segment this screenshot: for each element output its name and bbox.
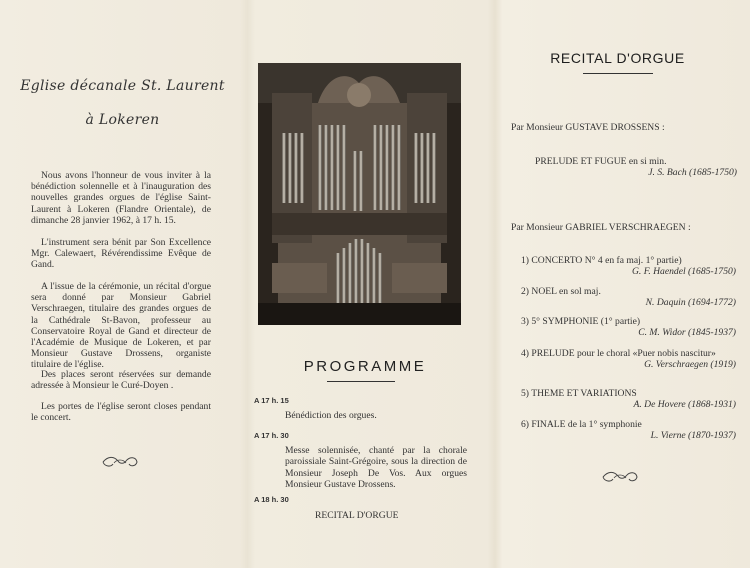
program-piece: [521, 286, 736, 309]
blessing-paragraph: L'instrument sera bénit par Son Excellence Mgr. Calewaert, Révérendissime Evêque de Gand.: [31, 237, 211, 271]
middle-panel: [245, 0, 495, 568]
program-piece: [521, 419, 736, 442]
recital-paragraph: A l'issue de la cérémonie, un récital d'orgue sera donné par Monsieur Gabriel Verschraegen, titulaire des grandes orgues de la Cathédrale St-Bavon, professeur au Conservatoire Royal de Gand et directeur de l'Académie de Musique de Lokeren, et par Monsieur Gustave Drossens, organiste titulaire de l'église.: [31, 281, 211, 371]
piece-composer: A. De Hovere (1868-1931): [633, 399, 736, 411]
church-title: Eglise décanale St. Laurent: [20, 78, 225, 94]
piece-title: 1) CONCERTO N° 4 en fa maj. 1° partie): [521, 255, 682, 266]
scroll-ornament-icon: [100, 455, 140, 469]
program-piece: [521, 255, 736, 278]
piece-title: 4) PRELUDE pour le choral «Puer nobis nascitur»: [521, 348, 716, 359]
invitation-paragraph: Nous avons l'honneur de vous inviter à la bénédiction solennelle et à l'inauguration des nouvelles grandes orgues de l'église Saint-Laurent à Lokeren (Flandre Orientale), de dimanche 28 janvier 1962, à 17 h. 15.: [31, 170, 211, 226]
piece-composer: N. Daquin (1694-1772): [645, 297, 736, 309]
piece-title: 6) FINALE de la 1° symphonie: [521, 419, 642, 430]
church-location: à Lokeren: [85, 112, 160, 128]
program-piece: [521, 348, 736, 371]
piece-composer: J. S. Bach (1685-1750): [648, 167, 737, 179]
title-rule: [583, 73, 653, 74]
seating-paragraph: Des places seront réservées sur demande adressée à Monsieur le Curé-Doyen .: [31, 369, 211, 392]
program-piece: [521, 316, 736, 339]
schedule-item: Messe solennisée, chanté par la chorale paroissiale Saint-Grégoire, sous la direction de Monsieur Joseph De Vos. Aux orgues Monsieur Gustave Drossens.: [285, 445, 467, 491]
piece-title: 2) NOEL en sol maj.: [521, 286, 601, 297]
piece-composer: C. M. Widor (1845-1937): [638, 327, 736, 339]
organ-photo: [258, 63, 461, 325]
programme-title: PROGRAMME: [303, 358, 427, 375]
schedule-item: Bénédiction des orgues.: [285, 410, 377, 421]
title-rule: [327, 381, 395, 382]
scroll-ornament-icon: [600, 470, 640, 484]
schedule-item: RECITAL D'ORGUE: [315, 510, 399, 521]
recital-title: RECITAL D'ORGUE: [550, 50, 685, 66]
piece-composer: G. Verschraegen (1919): [644, 359, 736, 371]
performer-heading: Par Monsieur GABRIEL VERSCHRAEGEN :: [511, 222, 691, 233]
program-piece: [535, 156, 737, 179]
left-panel: [0, 0, 245, 568]
schedule-time: A 18 h. 30: [254, 495, 289, 504]
piece-title: PRELUDE ET FUGUE en si min.: [535, 156, 667, 167]
right-panel: [495, 0, 750, 568]
piece-title: 3) 5° SYMPHONIE (1° partie): [521, 316, 641, 327]
piece-composer: G. F. Haendel (1685-1750): [631, 266, 736, 278]
performer-heading: Par Monsieur GUSTAVE DROSSENS :: [511, 122, 665, 133]
doors-paragraph: Les portes de l'église seront closes pendant le concert.: [31, 401, 211, 424]
schedule-time: A 17 h. 30: [254, 431, 289, 440]
piece-title: 5) THEME ET VARIATIONS: [521, 388, 637, 399]
schedule-time: A 17 h. 15: [254, 396, 289, 405]
piece-composer: L. Vierne (1870-1937): [650, 430, 736, 442]
program-piece: [521, 388, 736, 411]
